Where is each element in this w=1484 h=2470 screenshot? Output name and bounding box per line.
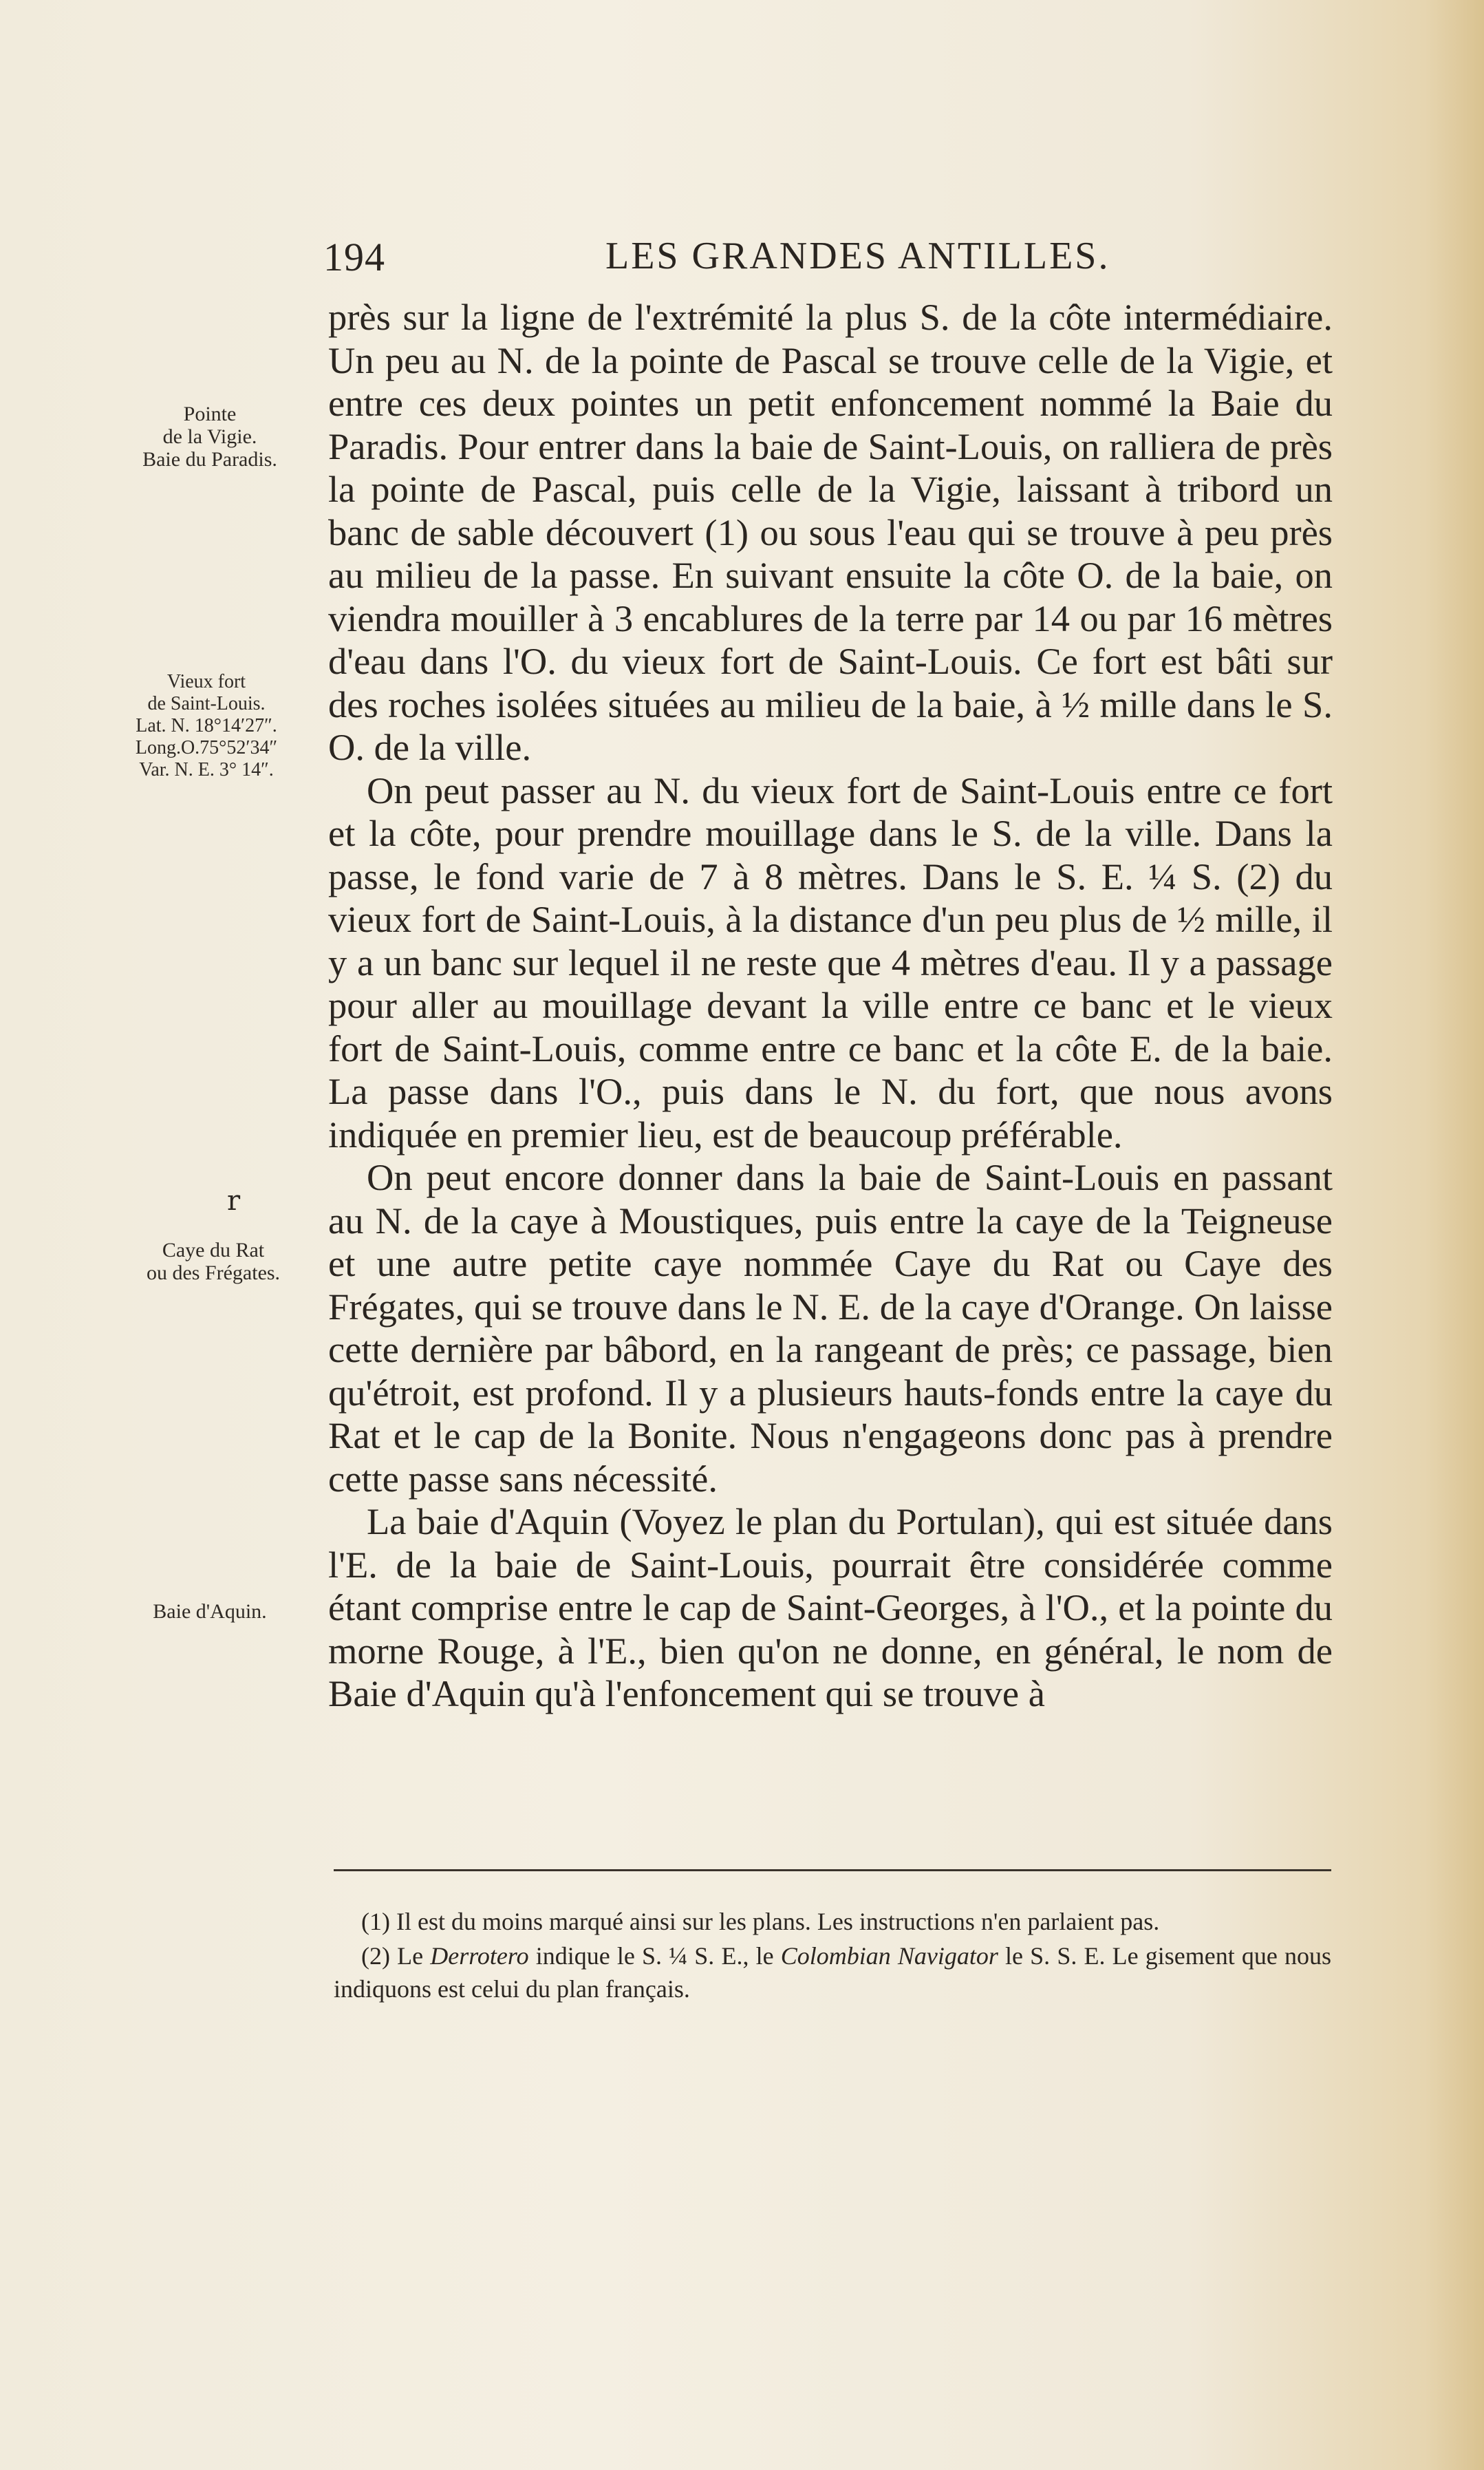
paragraph-4: La baie d'Aquin (Voyez le plan du Portulan), qui est située dans l'E. de la baie de Saint-Louis, pourrait être considérée comme étant comprise entre le cap de Saint-Georges, à l'O., et la pointe du morne Rouge, à l'E., bien qu'on ne donne, en général, le nom de Baie d'Aquin qu'à l'enfoncement qui se trouve à bbox=[328, 1500, 1333, 1714]
running-title: LES GRANDES ANTILLES. bbox=[605, 235, 1110, 277]
margin-note-line: Baie du Paradis. bbox=[142, 448, 277, 471]
page-header bbox=[323, 234, 1331, 282]
margin-note-caye-du-rat bbox=[124, 1239, 303, 1284]
margin-note-line: Caye du Rat bbox=[162, 1239, 265, 1261]
margin-mark: r bbox=[227, 1185, 241, 1217]
margin-note-line: de la Vigie. bbox=[162, 425, 257, 448]
paragraph-2: On peut passer au N. du vieux fort de Saint-Louis entre ce fort et la côte, pour prendre mouillage dans le S. de la ville. Dans la passe, le fond varie de 7 à 8 mètres. Dans le S. E. ¼ S. (2) du vieux fort de Saint-Louis, à la distance d'un peu plus de ½ mille, il y a un banc sur lequel il ne reste que 4 mètres d'eau. Il y a passage pour aller au mouillage devant la ville entre ce banc et le vieux fort de Saint-Louis, comme entre ce banc et la côte E. de la baie. La passe dans l'O., puis dans le N. du fort, que nous avons indiquée en premier lieu, est de beaucoup préférable. bbox=[328, 769, 1333, 1156]
footnote-1: (1) Il est du moins marqué ainsi sur les plans. Les instructions n'en parlaient pas. bbox=[361, 1908, 1160, 1935]
page-number: 194 bbox=[323, 235, 385, 279]
margin-note-pointe-vigie bbox=[124, 403, 296, 471]
footnote-2 bbox=[334, 1939, 1331, 2005]
margin-note-baie-aquin bbox=[124, 1600, 296, 1623]
paragraph-3: On peut encore donner dans la baie de Saint-Louis en passant au N. de la caye à Moustiques, puis entre la caye de la Teigneuse et une autre petite caye nommée Caye du Rat ou Caye des Frégates, qui se trouve dans le N. E. de la caye d'Orange. On laisse cette dernière par bâbord, en la rangeant de près; ce passage, bien qu'étroit, est profond. Il y a plusieurs hauts-fonds entre la caye du Rat et le cap de la Bonite. Nous n'engageons donc pas à prendre cette passe sans nécessité. bbox=[328, 1156, 1333, 1500]
margin-note-line: de Saint-Louis. bbox=[147, 693, 266, 714]
paragraph-1: près sur la ligne de l'extrémité la plus S. de la côte intermédiaire. Un peu au N. de la pointe de Pascal se trouve celle de la Vigie, et entre ces deux pointes un petit enfoncement nommé la Baie du Paradis. Pour entrer dans la baie de Saint-Louis, on ralliera de près la pointe de Pascal, puis celle de la Vigie, laissant à tribord un banc de sable découvert (1) ou sous l'eau qui se trouve à peu près au milieu de la passe. En suivant ensuite la côte O. de la baie, on viendra mouiller à 3 encablures de la terre par 14 ou par 16 mètres d'eau dans l'O. du vieux fort de Saint-Louis. Ce fort est bâti sur des roches isolées situées au milieu de la baie, à ½ mille dans le S. O. de la ville. bbox=[328, 296, 1333, 768]
footnote-2-text: le S. S. E. Le gisement que nous indiquons est celui du plan français. bbox=[334, 1942, 1331, 2003]
margin-note-line: Long.O.75°52′34″ bbox=[135, 737, 278, 758]
margin-note-vieux-fort bbox=[117, 671, 296, 781]
footnote-rule bbox=[334, 1869, 1331, 1871]
margin-note-line: Var. N. E. 3° 14″. bbox=[139, 759, 274, 780]
footnotes bbox=[334, 1905, 1331, 2005]
footnote-2-text: indique le S. ¼ S. E., le bbox=[528, 1942, 781, 1970]
margin-note-line: Pointe bbox=[183, 403, 237, 425]
footnote-2-colombian: Colombian Navigator bbox=[780, 1942, 998, 1970]
margin-note-line: Lat. N. 18°14′27″. bbox=[136, 715, 277, 736]
margin-note-line: Vieux fort bbox=[166, 671, 246, 692]
margin-note-line: ou des Frégates. bbox=[146, 1261, 281, 1284]
footnote-2-text: (2) Le bbox=[361, 1942, 431, 1970]
margin-note-line: Baie d'Aquin. bbox=[153, 1600, 267, 1623]
footnote-2-derrotero: Derrotero bbox=[430, 1942, 529, 1970]
body-text bbox=[328, 296, 1333, 1716]
